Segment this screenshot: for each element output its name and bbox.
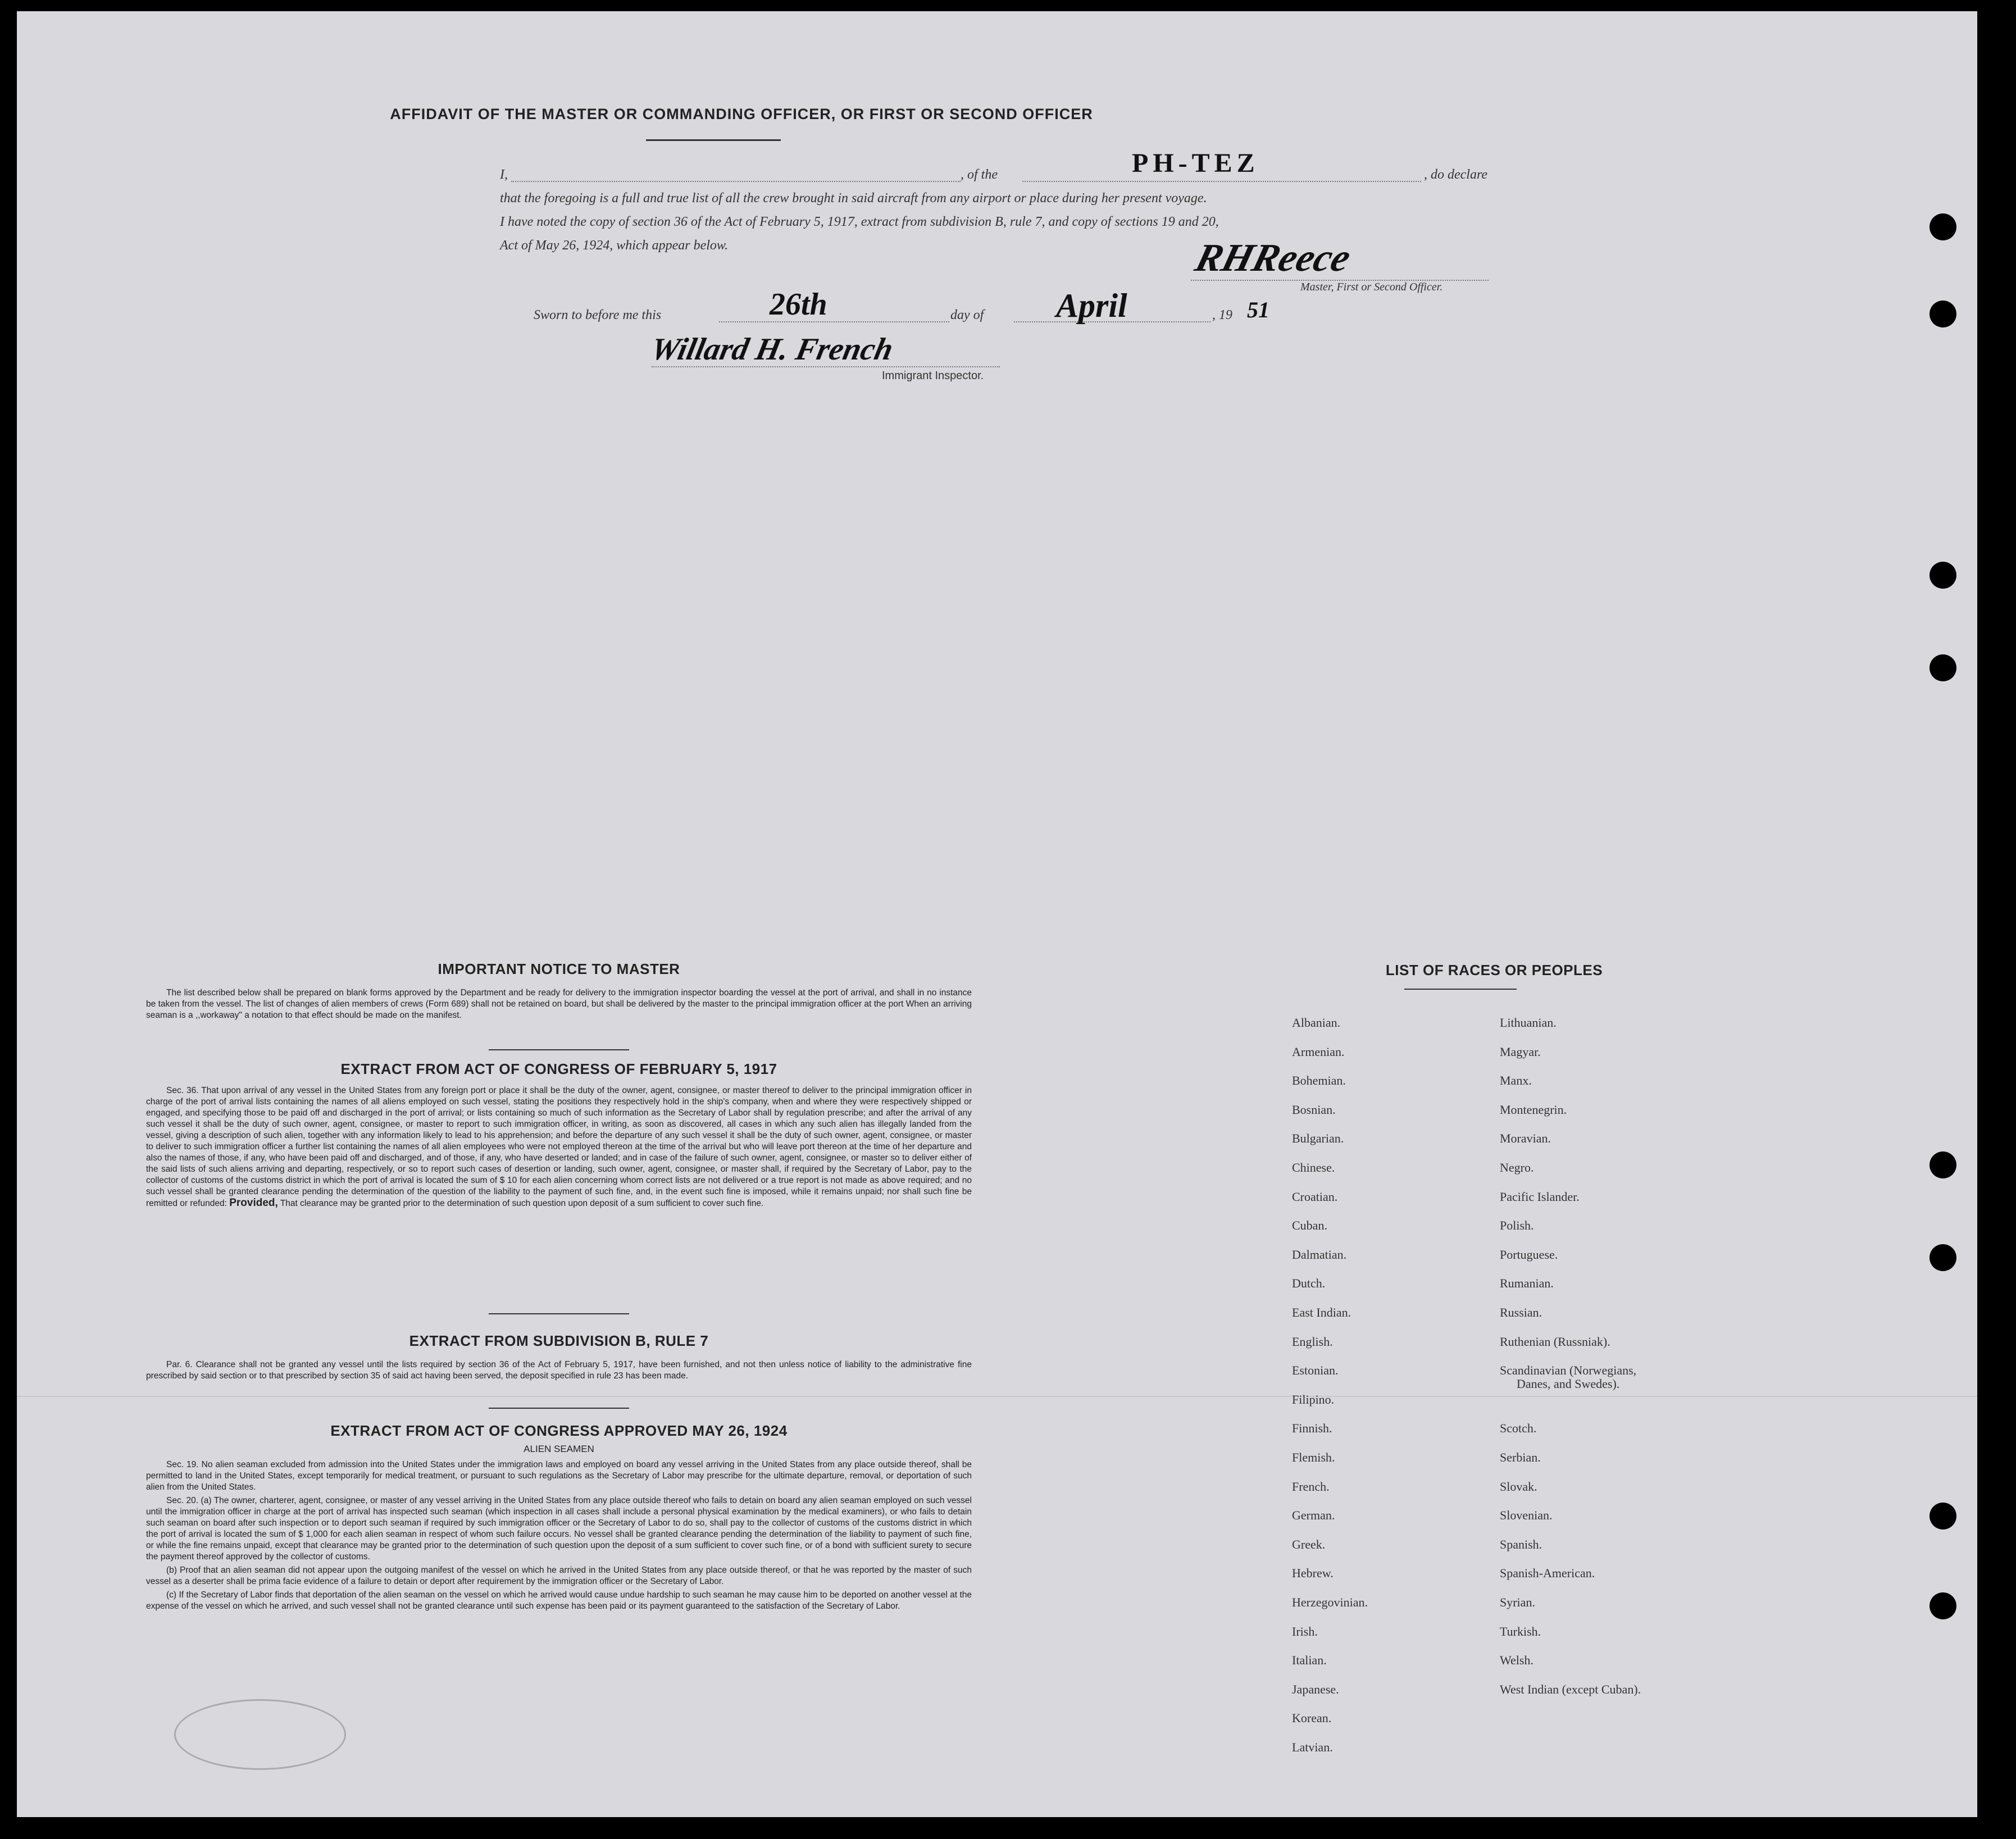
race-item: Serbian. [1500,1450,1541,1464]
race-item: Finnish. [1292,1421,1332,1436]
faint-stamp [174,1699,346,1770]
provided-keyword: Provided, [229,1197,278,1209]
races-title: LIST OF RACES OR PEOPLES [1385,962,1603,978]
rule7-title: EXTRACT FROM SUBDIVISION B, RULE 7 [409,1332,709,1349]
officer-signature: RHReece [1190,236,1355,280]
race-item: West Indian (except Cuban). [1500,1682,1641,1696]
sworn-day-line [719,321,949,322]
sworn-day: 26th [770,287,827,322]
race-item: Moravian. [1500,1131,1551,1146]
race-item: Bosnian. [1292,1102,1336,1117]
race-item: Danes, and Swedes). [1517,1377,1620,1391]
binder-hole [1929,562,1956,589]
race-item: Syrian. [1500,1595,1535,1609]
sec-20b: (b) Proof that an alien seaman did not appear upon the outgoing manifest of the vessel on which he arrived in the United States from any place outside thereof, or that he was reported by the master of such vessel as a deserter shall be prima facie evidence of a failure to detain or deport after requirement by the immigration officer or the Secretary of Labor. [146,1565,972,1586]
race-item: Slovak. [1500,1479,1537,1494]
race-item: Irish. [1292,1624,1318,1638]
race-item: Bulgarian. [1292,1131,1344,1146]
race-item: Latvian. [1292,1740,1333,1754]
race-item: Estonian. [1292,1363,1339,1378]
race-item: Herzegovinian. [1292,1595,1368,1609]
sec-20c: (c) If the Secretary of Labor finds that deportation of the alien seaman on the vessel on which he arrived would cause undue hardship to such seaman he may cause him to be deported on another vessel at the expense of the vessel on which he arrived, and such vessel shall not be granted clearance until such expense has been paid or its payment guaranteed to the satisfaction of the Secretary of Labor. [146,1590,972,1611]
fold-line [17,1396,1977,1397]
race-item: English. [1292,1334,1333,1349]
race-item: Chinese. [1292,1160,1335,1175]
race-item: Spanish. [1500,1537,1542,1551]
aircraft-line [1022,181,1421,182]
race-item: Spanish-American. [1500,1566,1595,1581]
extract-1917-text-end: That clearance may be granted prior to the determination of such question upon deposit of a sum sufficient to cover such fine. [280,1199,764,1208]
declare-suffix: , do declare [1424,167,1488,182]
affidavit-line-4: Act of May 26, 1924, which appear below. [500,238,729,253]
officer-caption: Master, First or Second Officer. [1300,281,1443,293]
race-item: Dalmatian. [1292,1247,1347,1262]
race-item: Croatian. [1292,1189,1338,1204]
declarant-prefix: I, [500,167,508,182]
inspector-signature-line [652,366,1000,367]
race-item: Magyar. [1500,1044,1541,1059]
rule7-rule [489,1408,629,1409]
race-item: Japanese. [1292,1682,1339,1696]
race-item: Hebrew. [1292,1566,1334,1581]
of-the-label: , of the [961,167,998,182]
notice-rule [489,1049,629,1050]
sec-20a: Sec. 20. (a) The owner, charterer, agent, consignee, or master of any vessel arriving in the United States from any place outside thereof who fails to detain on board any alien seaman employed on such vessel until the immigration officer in charge at the port of arrival has inspected such seaman (which inspection in all cases shall include a personal physical examination by the medical examiners), or who fails to detain such seaman on board after such inspection or to deport such seaman if required by such immigration officer or the Secretary of Labor to do so, shall pay to the collector of customs of the customs district in which the port of arrival is located the sum of $ 1,000 for each alien seaman in respect of whom such failure occurs. No vessel shall be granted clearance pending the determination of the liability to payment of such fine, or while the fine remains unpaid, except that clearance may be granted prior to the determination of such question upon the deposit of a sum sufficient to cover such fine, or of a bond with sufficient surety to secure the payment thereof approved by the collector of customs. [146,1496,972,1562]
race-item: Ruthenian (Russniak). [1500,1334,1610,1349]
extract-1917-title: EXTRACT FROM ACT OF CONGRESS OF FEBRUARY 5, 1917 [340,1060,777,1077]
race-item: Korean. [1292,1711,1332,1726]
race-item: Scotch. [1500,1421,1537,1436]
day-of-label: day of [950,308,984,322]
race-item: Scandinavian (Norwegians, [1500,1363,1637,1378]
race-item: Negro. [1500,1160,1534,1175]
race-item: Flemish. [1292,1450,1335,1464]
race-item: Italian. [1292,1653,1327,1668]
binder-hole [1929,1151,1956,1178]
document-page [17,11,1977,1817]
race-item: Montenegrin. [1500,1102,1567,1117]
race-item: Rumanian. [1500,1276,1554,1291]
race-item: Welsh. [1500,1653,1533,1668]
binder-hole [1929,301,1956,327]
races-rule [1404,989,1517,990]
extract-1917-rule [489,1313,629,1314]
binder-hole [1929,1592,1956,1619]
affidavit-title: AFFIDAVIT OF THE MASTER OR COMMANDING OFFICER, OR FIRST OR SECOND OFFICER [390,106,1093,122]
declarant-name-line [511,181,961,182]
rule7-body: Par. 6. Clearance shall not be granted any vessel until the lists required by section 36 of the Act of February 5, 1917, have been furnished, and not then unless notice of liability to the administrative fine prescribed by said section or to that prescribed by section 35 of said act having been served, the deposit specified in rule 23 has been made. [146,1360,972,1381]
alien-seamen-subtitle: ALIEN SEAMEN [524,1444,594,1454]
year-prefix: , 19 [1212,308,1232,322]
binder-hole [1929,654,1956,681]
extract-1917-text: Sec. 36. That upon arrival of any vessel in the United States from any foreign port or place it shall be the duty of the owner, agent, consignee, or master thereof to deliver to the principal immigration officer in charge of the port of arrival lists containing the names of all aliens employed on such vessel, stating the positions they respectively hold in the ship's company, when and where they were respectively shipped or engaged, and specifying those to be paid off and discharged in the port of arrival; or lists containing so much of such information as the Secretary of Labor shall by regulation prescribe; and after the arrival of any such vessel it shall be the duty of such owner, agent, consignee, or master to report to such immigration officer, in writing, as soon as discovered, all cases in which any such alien has illegally landed from the vessel, giving a description of such alien, together with any information likely to lead to his apprehension; and before the departure of any such vessel it shall be the duty of such owner, agent, consignee, or master to deliver to such immigration officer a further list containing the names of all alien employees who were not employed thereon at the time of the arrival but who will leave port thereon at the time of her departure and also the names of those, if any, who have been paid off and discharged, and of those, if any, who have deserted or landed; and in case of the failure of such owner, agent, consignee, or master so to deliver either of the said lists of such aliens arriving and departing, respectively, or so to report such cases of desertion or landing, such owner, agent, consignee, or master shall, if required by the Secretary of Labor, pay to the collector of customs of the customs district in which the port of arrival is located the sum of $ 10 for each alien concerning whom correct lists are not delivered or a true report is not made as above required; and no such vessel shall be granted clearance pending the determination of the question of the liability to the payment of such fine, and, in the event such fine is imposed, while it remains unpaid; nor shall such fine be remitted or refunded: [146,1086,972,1208]
race-item: French. [1292,1479,1330,1494]
race-item: Cuban. [1292,1218,1327,1233]
race-item: Bohemian. [1292,1073,1346,1088]
race-item: Russian. [1500,1305,1542,1319]
race-item: Portuguese. [1500,1247,1558,1262]
inspector-caption: Immigrant Inspector. [882,370,984,382]
race-item: Slovenian. [1500,1508,1553,1523]
race-item: Albanian. [1292,1016,1341,1030]
inspector-signature: Willard H. French [648,332,896,367]
race-item: Dutch. [1292,1276,1326,1291]
race-item: East Indian. [1292,1305,1351,1319]
affidavit-line-3: I have noted the copy of section 36 of the Act of February 5, 1917, extract from subdivision B, rule 7, and copy of sections 19 and 20, [500,215,1219,229]
race-item: Manx. [1500,1073,1532,1088]
extract-1917-body [146,1085,972,1209]
sec-19: Sec. 19. No alien seaman excluded from admission into the United States under the immigration laws and employed on board any vessel arriving in the United States from any place outside thereof, shall be permitted to land in the United States, except temporarily for medical treatment, or pursuant to such regulations as the Secretary of Labor may prescribe for the ultimate departure, removal, or deportation of such alien from the United States. [146,1460,972,1492]
race-item: Filipino. [1292,1392,1335,1406]
affidavit-line-2: that the foregoing is a full and true list of all the crew brought in said aircraft from any airport or place during her present voyage. [500,191,1207,206]
year-suffix: 51 [1247,297,1269,322]
binder-hole [1929,1503,1956,1530]
race-item: Pacific Islander. [1500,1189,1580,1204]
race-item: Turkish. [1500,1624,1541,1638]
notice-body: The list described below shall be prepared on blank forms approved by the Department and be ready for delivery to the immigration inspector boarding the vessel at the port of arrival, and shall in no instance be taken from the vessel. The list of changes of alien members of crews (Form 689) shall not be retained on board, but shall be delivered by the master to the principal immigration officer at the port When an arriving seaman is a ,,workaway" a notation to that effect should be made on the manifest. [146,988,972,1020]
race-item: German. [1292,1508,1335,1523]
notice-title: IMPORTANT NOTICE TO MASTER [438,961,680,977]
binder-hole [1929,1244,1956,1271]
sworn-prefix: Sworn to before me this [534,308,662,322]
extract-1924-title: EXTRACT FROM ACT OF CONGRESS APPROVED MAY 26, 1924 [330,1422,788,1439]
sworn-month: April [1056,287,1127,324]
aircraft-registration: PH-TEZ [1132,148,1259,178]
race-item: Armenian. [1292,1044,1345,1059]
binder-hole [1929,213,1956,240]
title-rule [646,139,781,141]
extract-1924-body [146,1459,972,1612]
race-item: Greek. [1292,1537,1326,1551]
race-item: Polish. [1500,1218,1534,1233]
race-item: Lithuanian. [1500,1016,1557,1030]
